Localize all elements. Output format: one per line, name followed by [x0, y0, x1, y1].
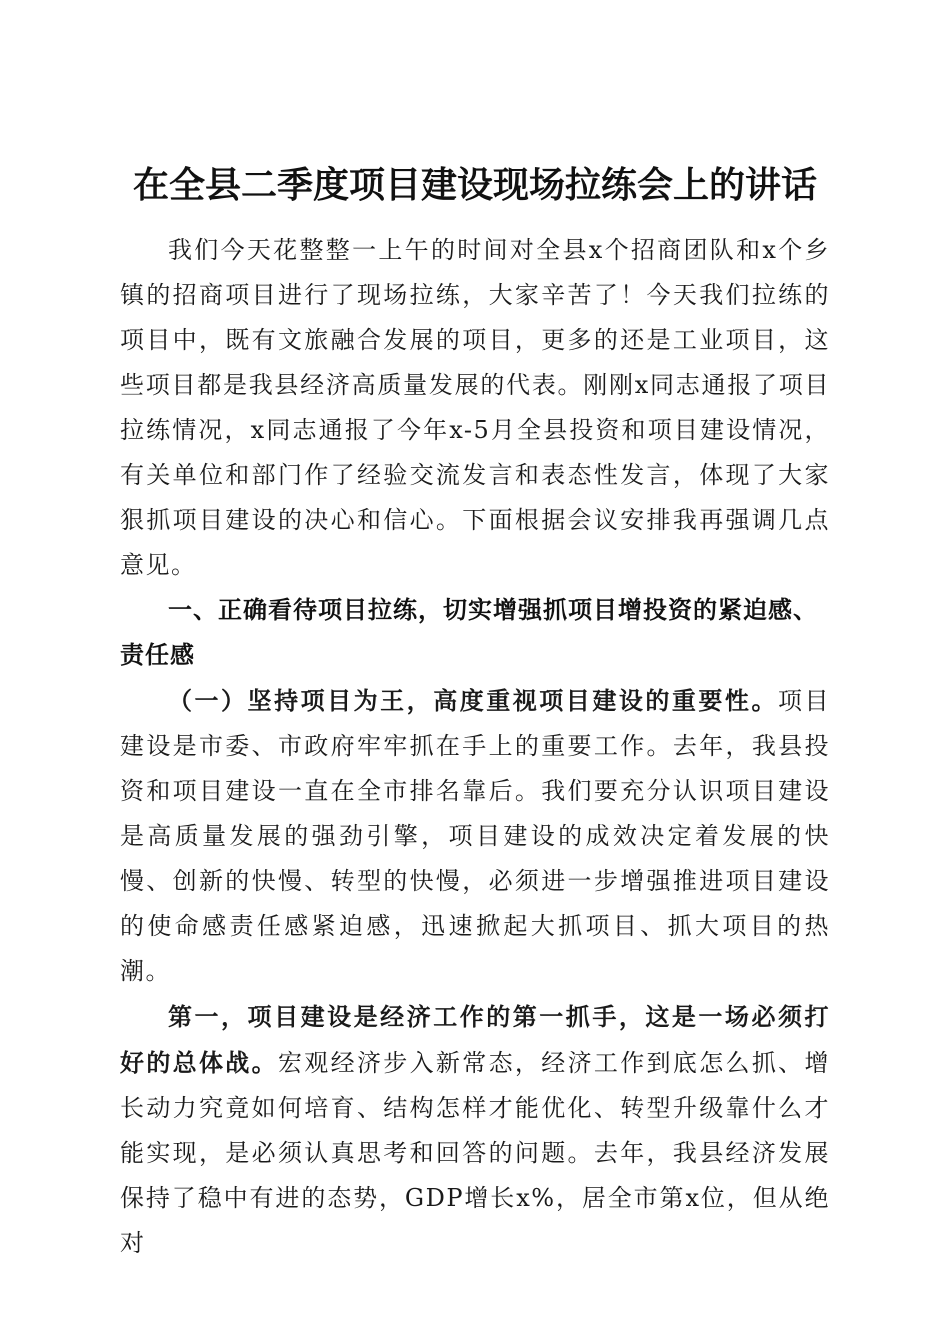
subsection-paragraph-1 — [120, 678, 830, 994]
point-paragraph-1 — [120, 994, 830, 1266]
point-lead-1: 第一，项目建设是经济工作的第一抓手，这是一场必须打好的总体战。 — [120, 1002, 830, 1077]
subsection-lead-1: （一）坚持项目为王，高度重视项目建设的重要性。 — [168, 686, 778, 715]
document-body — [120, 228, 830, 1266]
section-heading-1: 一、正确看待项目拉练，切实增强抓项目增投资的紧迫感、责任感 — [120, 596, 818, 669]
intro-paragraph: 我们今天花整整一上午的时间对全县x个招商团队和x个乡镇的招商项目进行了现场拉练，大家辛苦了！今天我们拉练的项目中，既有文旅融合发展的项目，更多的还是工业项目，这些项目都是我县经济高质量发展的代表。刚刚x同志通报了项目拉练情况，x同志通报了今年x-5月全县投资和项目建设情况，有关单位和部门作了经验交流发言和表态性发言，体现了大家狠抓项目建设的决心和信心。下面根据会议安排我再强调几点意见。 — [120, 236, 830, 579]
point-body-1: 宏观经济步入新常态，经济工作到底怎么抓、增长动力究竟如何培育、结构怎样才能优化、转型升级靠什么才能实现，是必须认真思考和回答的问题。去年，我县经济发展保持了稳中有进的态势，GDP增长x%，居全市第x位，但从绝对 — [120, 1049, 831, 1257]
subsection-body-1: 项目建设是市委、市政府牢牢抓在手上的重要工作。去年，我县投资和项目建设一直在全市排名靠后。我们要充分认识项目建设是高质量发展的强劲引擎，项目建设的成效决定着发展的快慢、创新的快慢、转型的快慢，必须进一步增强推进项目建设的使命感责任感紧迫感，迅速掀起大抓项目、抓大项目的热潮。 — [120, 687, 831, 985]
document-title: 在全县二季度项目建设现场拉练会上的讲话 — [132, 164, 817, 207]
